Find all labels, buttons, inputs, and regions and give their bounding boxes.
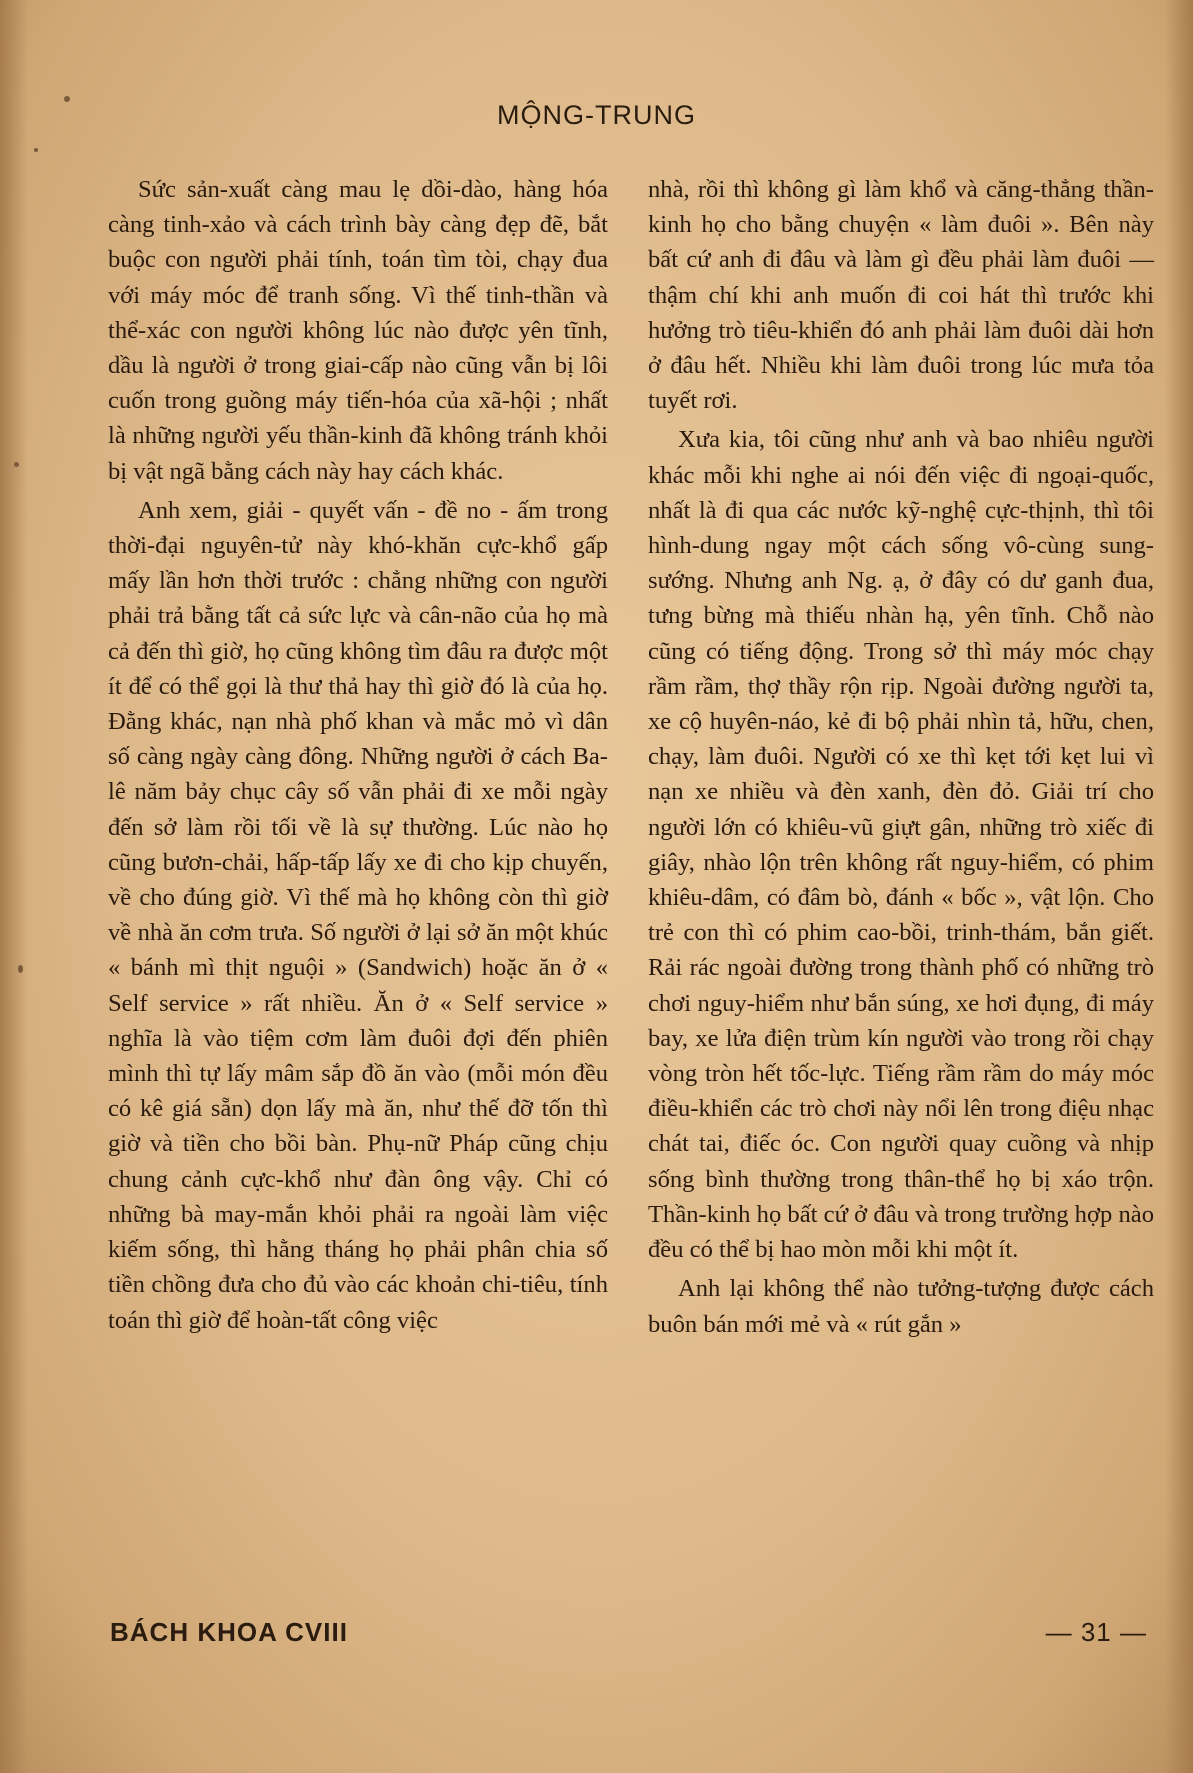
print-speck [14,462,19,467]
print-speck [34,148,38,152]
continued-paragraph: nhà, rồi thì không gì làm khổ và căng-thẳng thần-kinh họ cho bằng chuyện « làm đuôi ». Bên này bất cứ anh đi đâu và làm gì đều phải làm đuôi — thậm chí khi anh muốn đi coi hát thì trước khi hưởng trò tiêu-khiển đó anh phải làm đuôi dài hơn ở đâu hết. Nhiều khi làm đuôi trong lúc mưa tỏa tuyết rơi. [648,176,1154,415]
body-paragraph: Anh xem, giải - quyết vấn - đề no - ấm trong thời-đại nguyên-tử này khó-khăn cực-khổ gấp mấy lần hơn thời trước : chẳng những con người phải trả bằng tất cả sức lực và cân-não của họ mà cả đến thì giờ, họ cũng không tìm đâu ra được một ít để có thể gọi là thư thả hay thì giờ đó là của họ. Đằng khác, nạn nhà phố khan và mắc mỏ vì dân số càng ngày càng đông. Những người ở cách Ba-lê năm bảy chục cây số vẫn phải đi xe mỗi ngày đến sở làm rồi tối về là sự thường. Lúc nào họ cũng bươn-chải, hấp-tấp lấy xe đi cho kịp chuyến, về cho đúng giờ. Vì thế mà họ không còn thì giờ về nhà ăn cơm trưa. Số người ở lại sở ăn một khúc « bánh mì thịt nguội » (Sandwich) hoặc ăn ở « Self service » rất nhiều. Ăn ở « Self service » nghĩa là vào tiệm cơm làm đuôi đợi đến phiên mình thì tự lấy mâm sắp đồ ăn vào (mỗi món đều có kê giá sẵn) dọn lấy mà ăn, như thế đỡ tốn thì giờ và tiền cho bồi bàn. Phụ-nữ Pháp cũng chịu chung cảnh cực-khổ như đàn ông vậy. Chỉ có những bà may-mắn khỏi phải ra ngoài làm việc kiếm sống, thì hằng tháng họ phải phân chia số tiền chồng đưa cho đủ vào các khoản chi-tiêu, tính toán thì giờ để hoàn-tất công việc [108,496,608,1334]
page-left-edge-shadow [0,0,28,1773]
running-header: MỘNG-TRUNG [497,100,696,130]
publication-footer: BÁCH KHOA CVIII [110,1617,348,1647]
body-paragraph: Sức sản-xuất càng mau lẹ dồi-dào, hàng hóa càng tinh-xảo và cách trình bày càng đẹp đẽ, bắt buộc con người phải tính, toán tìm tòi, chạy đua với máy móc để tranh sống. Vì thế tinh-thần và thể-xác con người không lúc nào được yên tĩnh, dầu là người ở trong giai-cấp nào cũng vẫn bị lôi cuốn trong guồng máy tiến-hóa của xã-hội ; nhất là những người yếu thần-kinh đã không tránh khỏi bị vật ngã bằng cách này hay cách khác. [108,176,608,485]
page-number: — 31 — [1045,1617,1147,1647]
body-paragraph: Xưa kia, tôi cũng như anh và bao nhiêu người khác mỗi khi nghe ai nói đến việc đi ngoại-quốc, nhất là đi qua các nước kỹ-nghệ cực-thịnh, thì tôi hình-dung ngay một cách sống vô-cùng sung-sướng. Nhưng anh Ng. ạ, ở đây có dư ganh đua, tưng bừng mà thiếu nhàn hạ, yên tĩnh. Chỗ nào cũng có tiếng động. Trong sở thì máy móc chạy rầm rầm, thợ thầy rộn rịp. Ngoài đường người ta, xe cộ huyên-náo, kẻ đi bộ phải nhìn tả, hữu, chen, chạy, làm đuôi. Người có xe thì kẹt tới kẹt lui vì nạn xe nhiều và đèn xanh, đèn đỏ. Giải trí cho người lớn có khiêu-vũ giựt gân, những trò xiếc đi giây, nhào lộn trên không rất nguy-hiểm, có phim khiêu-dâm, có đâm bò, đánh « bốc », vật lộn. Cho trẻ con thì có phim cao-bồi, trinh-thám, bắn giết. Rải rác ngoài đường trong thành phố có những trò chơi nguy-hiểm như bắn súng, xe hơi đụng, đi máy bay, xe lửa điện trùm kín người vào trong rồi chạy vòng tròn hết tốc-lực. Tiếng rầm rầm do máy móc điều-khiển các trò chơi này nổi lên trong điệu nhạc chát tai, điếc óc. Con người quay cuồng và nhịp sống bình thường trong thân-thể họ bị xáo trộn. Thần-kinh họ bất cứ ở đâu và trong trường hợp nào đều có thể bị hao mòn mỗi khi một ít. [648,426,1154,1264]
print-speck [18,965,23,973]
page-right-edge-shadow [1165,0,1193,1773]
right-text-column [648,172,1154,1346]
left-text-column [108,172,608,1342]
body-paragraph: Anh lại không thể nào tưởng-tượng được cách buôn bán mới mẻ và « rút gắn » [648,1275,1154,1338]
